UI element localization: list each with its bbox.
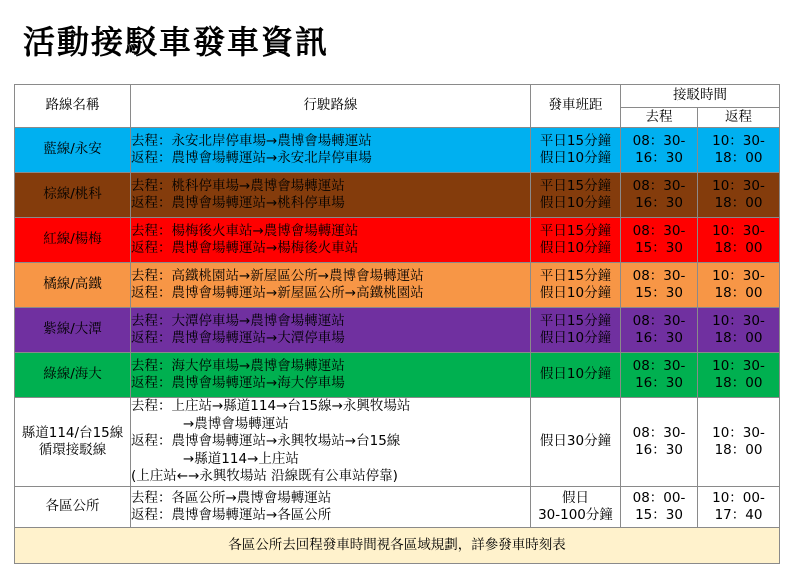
table-row-route <box>15 128 780 173</box>
return-time-cell <box>698 398 780 487</box>
header-row <box>15 85 780 108</box>
frequency-line: 30-100分鐘 <box>538 507 613 523</box>
return-time-cell <box>698 487 780 528</box>
route-path-line: 返程：農博會場轉運站→各區公所 <box>131 507 332 523</box>
frequency-line: 假日10分鐘 <box>539 195 612 211</box>
frequency-line: 假日 <box>562 489 589 506</box>
return-time-end: 18：00 <box>714 330 763 346</box>
go-time-start: 08：00- <box>632 489 686 506</box>
route-path-line: 去程：各區公所→農博會場轉運站 <box>131 489 332 506</box>
page-title: 活動接駁車發車資訊 <box>23 23 330 61</box>
route-path-line: 去程：大潭停車場→農博會場轉運站 <box>131 312 345 329</box>
return-time-end: 17：40 <box>714 507 763 523</box>
go-time-start: 08：30- <box>632 177 686 194</box>
route-path-line: 返程：農博會場轉運站→大潭停車場 <box>131 330 345 346</box>
route-path-line: 去程：楊梅後火車站→農博會場轉運站 <box>131 222 359 239</box>
go-time-start: 08：30- <box>632 267 686 284</box>
go-time-end: 16：30 <box>635 375 683 391</box>
return-time-start: 10：30- <box>712 132 765 149</box>
return-time-end: 18：00 <box>714 375 763 391</box>
route-path-line: 返程：農博會場轉運站→永興牧場站→台15線 <box>131 433 401 450</box>
route-path-cell <box>131 398 531 487</box>
route-path-line: 去程：上庄站→縣道114→台15線→永興牧場站 <box>131 398 411 415</box>
route-path-cell <box>131 128 531 173</box>
route-name-line: 縣道114/台15線 <box>21 424 124 441</box>
route-name-cell: 綠線/海大 <box>15 353 131 398</box>
header-frequency: 發車班距 <box>531 85 621 128</box>
return-time-start: 10：30- <box>712 267 765 284</box>
return-time-cell <box>698 263 780 308</box>
go-time-cell <box>621 398 698 487</box>
frequency-cell <box>531 173 621 218</box>
shuttle-schedule-table <box>14 84 780 564</box>
route-path-line: (上庄站←→永興牧場站 沿線既有公車站停靠) <box>131 468 398 485</box>
route-path-cell <box>131 173 531 218</box>
go-time-start: 08：30- <box>632 312 686 329</box>
go-time-end: 15：30 <box>635 285 683 301</box>
route-name-cell: 橘線/高鐵 <box>15 263 131 308</box>
go-time-start: 08：30- <box>632 222 686 239</box>
go-time-start: 08：30- <box>632 132 686 149</box>
route-name-line: 循環接駁線 <box>38 442 107 458</box>
return-time-end: 18：00 <box>714 240 763 256</box>
return-time-end: 18：00 <box>714 195 763 211</box>
go-time-cell <box>621 263 698 308</box>
footnote: 各區公所去回程發車時間視各區域規劃，詳參發車時刻表 <box>15 528 780 564</box>
route-path-line: 返程：農博會場轉運站→桃科停車場 <box>131 195 345 211</box>
route-name-cell: 棕線/桃科 <box>15 173 131 218</box>
header-route-path: 行駛路線 <box>131 85 531 128</box>
return-time-end: 18：00 <box>714 285 763 301</box>
route-name-cell <box>15 398 131 487</box>
frequency-cell <box>531 487 621 528</box>
go-time-end: 16：30 <box>635 195 683 211</box>
go-time-start: 08：30- <box>632 424 686 441</box>
go-time-end: 16：30 <box>635 330 683 346</box>
go-time-end: 15：30 <box>635 240 683 256</box>
route-path-line: →縣道114→上庄站 <box>183 450 299 467</box>
return-time-start: 10：30- <box>712 357 765 374</box>
return-time-start: 10：30- <box>712 177 765 194</box>
return-time-start: 10：30- <box>712 222 765 239</box>
return-time-cell <box>698 128 780 173</box>
route-name-cell: 紫線/大潭 <box>15 308 131 353</box>
route-path-cell <box>131 263 531 308</box>
frequency-line: 平日15分鐘 <box>539 222 612 239</box>
frequency-line: 平日15分鐘 <box>539 267 612 284</box>
frequency-cell <box>531 128 621 173</box>
go-time-cell <box>621 173 698 218</box>
route-path-cell <box>131 487 531 528</box>
frequency-line: 平日15分鐘 <box>539 312 612 329</box>
header-return: 返程 <box>698 108 780 128</box>
frequency-line: 假日10分鐘 <box>539 240 612 256</box>
return-time-cell <box>698 218 780 263</box>
table-row-route <box>15 263 780 308</box>
route-path-line: 返程：農博會場轉運站→海大停車場 <box>131 375 345 391</box>
return-time-start: 10：30- <box>712 424 765 441</box>
route-path-cell <box>131 308 531 353</box>
frequency-line: 假日10分鐘 <box>539 285 612 301</box>
route-path-line: 去程：海大停車場→農博會場轉運站 <box>131 357 345 374</box>
table-row-loop <box>15 398 780 487</box>
route-path-line: 返程：農博會場轉運站→楊梅後火車站 <box>131 240 359 256</box>
return-time-cell <box>698 353 780 398</box>
table-row-route <box>15 308 780 353</box>
go-time-cell <box>621 308 698 353</box>
frequency-cell <box>531 308 621 353</box>
frequency-cell <box>531 263 621 308</box>
return-time-end: 18：00 <box>714 442 763 458</box>
header-go: 去程 <box>621 108 698 128</box>
route-path-line: 去程：高鐵桃園站→新屋區公所→農博會場轉運站 <box>131 267 424 284</box>
table-row-note <box>15 528 780 564</box>
frequency-line: 平日15分鐘 <box>539 177 612 194</box>
table-row-route <box>15 218 780 263</box>
table-row-office <box>15 487 780 528</box>
route-path-line: →農博會場轉運站 <box>183 415 289 432</box>
frequency-cell <box>531 353 621 398</box>
return-time-start: 10：00- <box>712 489 765 506</box>
route-path-line: 返程：農博會場轉運站→新屋區公所→高鐵桃園站 <box>131 285 424 301</box>
route-name-cell: 各區公所 <box>15 487 131 528</box>
route-path-cell <box>131 218 531 263</box>
go-time-end: 15：30 <box>635 507 683 523</box>
route-path-cell <box>131 353 531 398</box>
route-path-line: 去程：永安北岸停車場→農博會場轉運站 <box>131 132 372 149</box>
go-time-cell <box>621 487 698 528</box>
go-time-cell <box>621 128 698 173</box>
return-time-cell <box>698 308 780 353</box>
header-time-group: 接駁時間 <box>621 85 780 108</box>
return-time-start: 10：30- <box>712 312 765 329</box>
go-time-start: 08：30- <box>632 357 686 374</box>
return-time-cell <box>698 173 780 218</box>
header-route-name: 路線名稱 <box>15 85 131 128</box>
route-name-cell: 紅線/楊梅 <box>15 218 131 263</box>
frequency-cell <box>531 218 621 263</box>
route-path-line: 返程：農博會場轉運站→永安北岸停車場 <box>131 150 372 166</box>
go-time-cell <box>621 353 698 398</box>
frequency-line: 平日15分鐘 <box>539 132 612 149</box>
frequency-line: 假日10分鐘 <box>539 330 612 346</box>
table-row-route <box>15 173 780 218</box>
route-name-cell: 藍線/永安 <box>15 128 131 173</box>
frequency-cell: 假日30分鐘 <box>531 398 621 487</box>
go-time-end: 16：30 <box>635 150 683 166</box>
table-row-route <box>15 353 780 398</box>
return-time-end: 18：00 <box>714 150 763 166</box>
frequency-line: 假日10分鐘 <box>539 150 612 166</box>
route-path-line: 去程：桃科停車場→農博會場轉運站 <box>131 177 345 194</box>
frequency-line: 假日10分鐘 <box>539 366 612 383</box>
go-time-end: 16：30 <box>635 442 683 458</box>
go-time-cell <box>621 218 698 263</box>
